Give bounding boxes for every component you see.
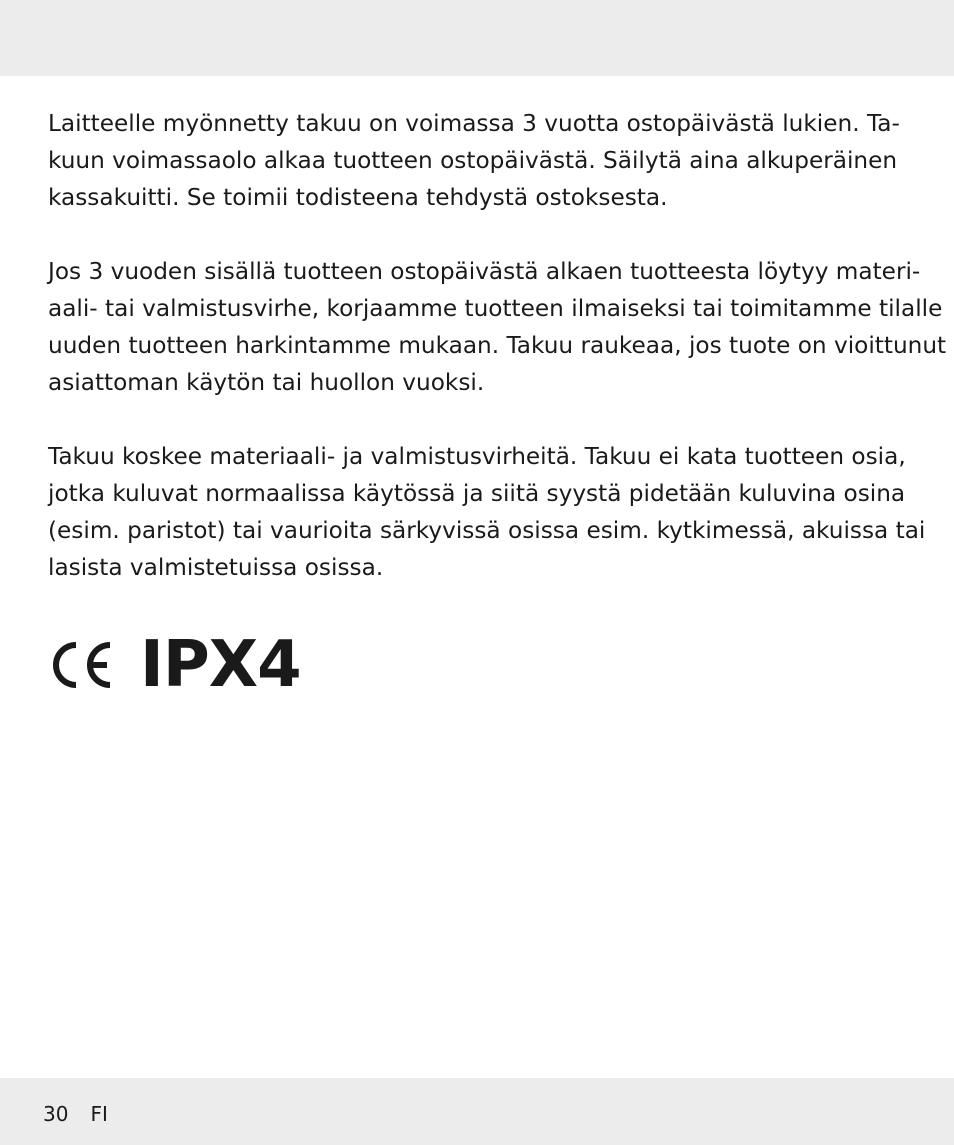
ipx4-rating-label: IPX4	[140, 628, 301, 702]
warranty-text	[48, 105, 947, 623]
text-line: jotka kuluvat normaalissa käytössä ja siitä syystä pidetään kuluvina osina	[48, 480, 906, 507]
text-line: uuden tuotteen harkintamme mukaan. Takuu raukeaa, jos tuote on vioittunut	[48, 332, 947, 359]
certification-marks	[48, 628, 301, 702]
ce-mark-icon	[48, 640, 114, 690]
text-line: aali- tai valmistusvirhe, korjaamme tuotteen ilmaiseksi tai toimitamme tilalle	[48, 295, 943, 322]
text-line: Takuu koskee materiaali- ja valmistusvirheitä. Takuu ei kata tuotteen osia,	[48, 443, 906, 470]
paragraph-defect-repair	[48, 253, 947, 401]
text-line: kuun voimassaolo alkaa tuotteen ostopäivästä. Säilytä aina alkuperäinen	[48, 147, 898, 174]
text-line: lasista valmistetuissa osissa.	[48, 554, 384, 581]
footer-band	[0, 1078, 954, 1145]
text-line: kassakuitti. Se toimii todisteena tehdystä ostoksesta.	[48, 184, 668, 211]
text-line: Laitteelle myönnetty takuu on voimassa 3 vuotta ostopäivästä lukien. Ta-	[48, 110, 900, 137]
paragraph-coverage	[48, 438, 926, 586]
page-footer	[43, 1100, 108, 1128]
paragraph-warranty-period	[48, 105, 908, 216]
text-line: (esim. paristot) tai vaurioita särkyvissä osissa esim. kytkimessä, akuissa tai	[48, 517, 926, 544]
page-number: 30	[43, 1102, 69, 1126]
text-line: Jos 3 vuoden sisällä tuotteen ostopäivästä alkaen tuotteesta löytyy materi-	[48, 258, 921, 285]
header-band	[0, 0, 954, 76]
language-code: FI	[90, 1102, 108, 1126]
text-line: asiattoman käytön tai huollon vuoksi.	[48, 369, 485, 396]
